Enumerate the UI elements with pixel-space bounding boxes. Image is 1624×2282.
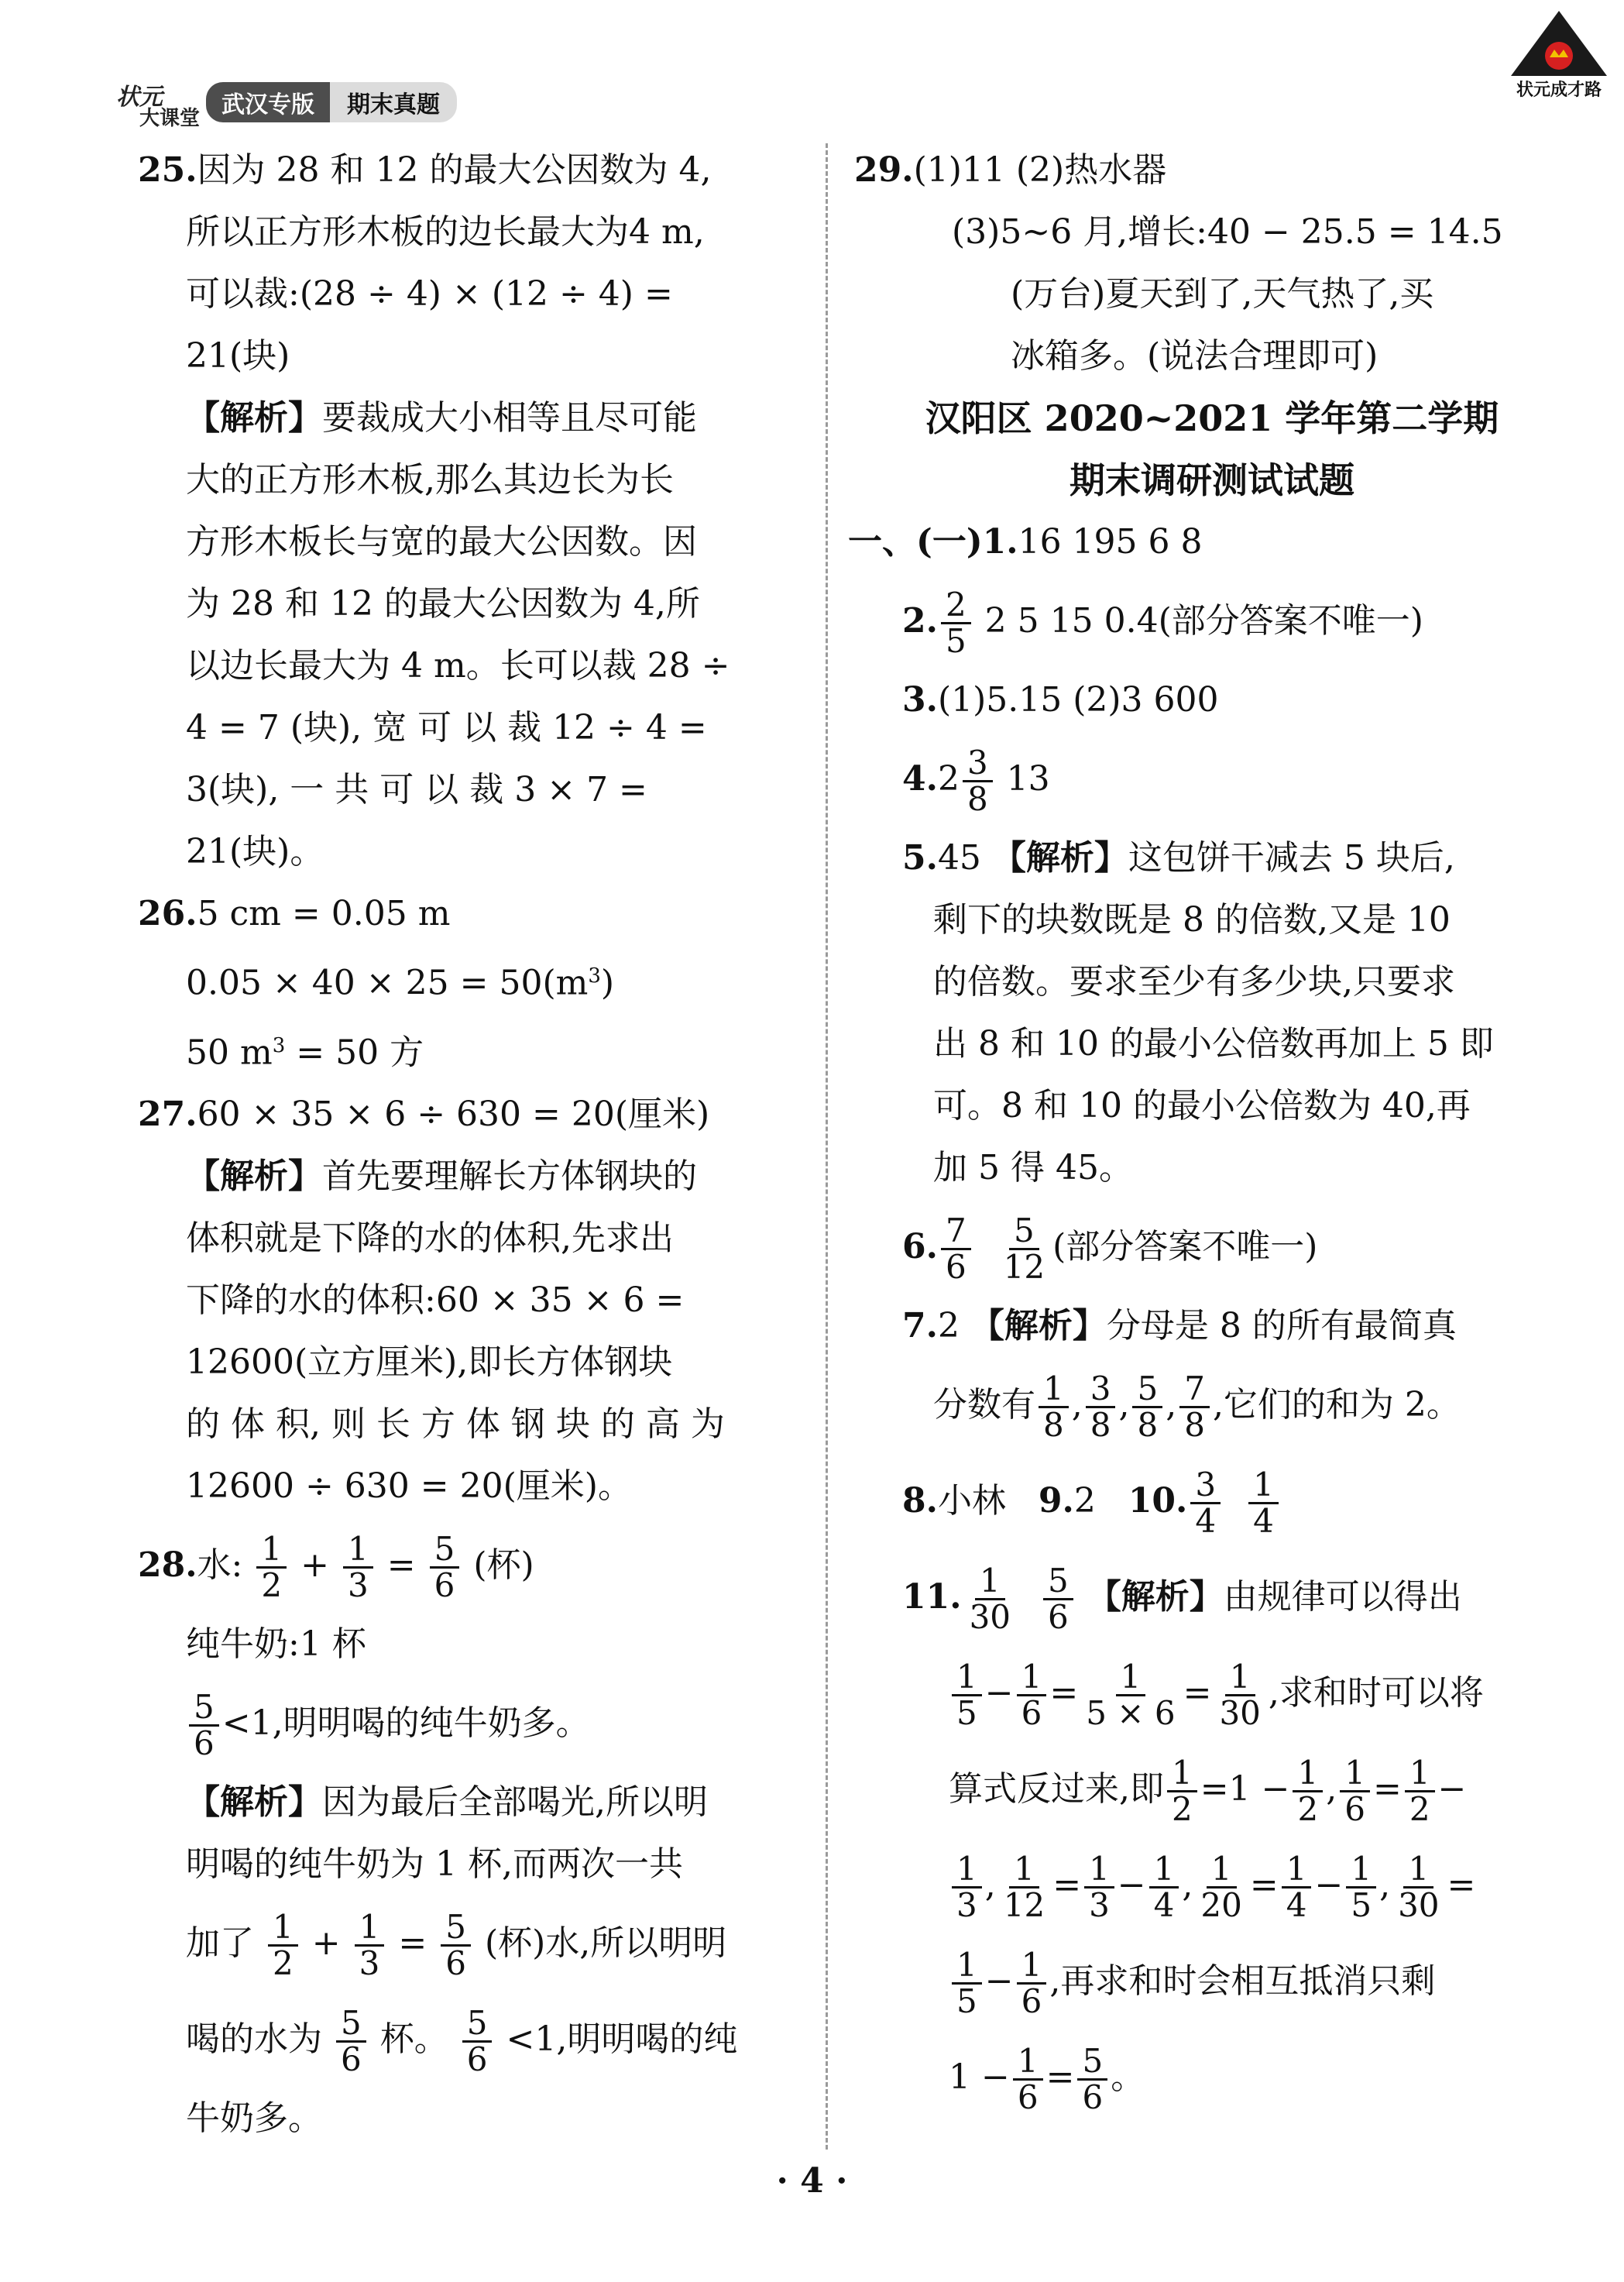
q28-line-2: 纯牛奶:1 杯 xyxy=(186,1624,366,1665)
fraction: $\frac{3}{8}$ xyxy=(1086,1372,1116,1442)
r11-line-3: 算式反过来,即 $\frac{1}{2}$ =1 − $\frac{1}{2}$ , $\frac{1}{6}$ = $\frac{1}{2}$ − xyxy=(949,1753,1467,1828)
page-number: · 4 · xyxy=(776,2161,848,2201)
q28-line-3: $\frac{5}{6}$ <1,明明喝的纯牛奶多。 xyxy=(186,1675,798,1772)
q25-explain-1: 【解析】要裁成大小相等且尽可能 xyxy=(186,398,697,438)
r6-line: 6. $\frac{7}{6}$ $\frac{5}{12}$ (部分答案不唯一) xyxy=(902,1211,1318,1286)
fraction: $\frac{1}{30}$ xyxy=(969,1561,1011,1636)
fraction: $\frac{1}{8}$ xyxy=(1039,1372,1069,1442)
r11-line-6: 1 − $\frac{1}{6}$ = $\frac{5}{6}$ 。 xyxy=(949,2041,1145,2116)
brand-name: 状元 xyxy=(116,84,163,111)
right-column xyxy=(848,139,1522,2126)
q25-line-1: 25.因为 28 和 12 的最大公因数为 4, xyxy=(138,150,712,190)
q28-explain-4: 喝的水为 $\frac{5}{6}$ 杯。 $\frac{5}{6}$ <1,明明喝的纯 xyxy=(186,2004,738,2079)
q29-line-2: (3)5~6 月,增长:40 − 25.5 = 14.5 xyxy=(952,212,1503,252)
fraction: $\frac{2}{5}$ xyxy=(941,588,971,658)
q28-explain-1: 【解析】因为最后全部喝光,所以明 xyxy=(186,1782,708,1823)
q28-line-1: 28.水: $\frac{1}{2}$ + $\frac{1}{3}$ = $\frac{5}{6}$ (杯) xyxy=(138,1530,534,1605)
r11-line-5: $\frac{1}{5}$ − $\frac{1}{6}$ ,再求和时会相互抵消只剩 xyxy=(902,1933,1522,2029)
q25-explain-6: 4 = 7 (块), 宽 可 以 裁 12 ÷ 4 = xyxy=(186,708,707,747)
q27-explain-1: 【解析】首先要理解长方体钢块的 xyxy=(186,1156,697,1197)
fraction: $\frac{7}{6}$ xyxy=(941,1214,971,1284)
fraction: $\frac{1}{3}$ xyxy=(355,1910,385,1981)
q29-line-4: 冰箱多。(说法合理即可) xyxy=(1011,336,1379,376)
r5-line-6: 加 5 得 45。 xyxy=(933,1148,1133,1187)
fraction: $\frac{1}{3}$ xyxy=(343,1532,373,1603)
r7-line-1: 7.2 【解析】分母是 8 的所有最简真 xyxy=(902,1306,1457,1345)
r4-line: 4.2 $\frac{3}{8}$ 13 xyxy=(902,743,1050,818)
q25-line-2: 所以正方形木板的边长最大为4 m, xyxy=(186,212,705,252)
edition-badge: 武汉专版 xyxy=(206,82,330,122)
r5-line-1: 5.45 【解析】这包饼干减去 5 块后, xyxy=(902,838,1455,878)
r2-line: 2. $\frac{2}{5}$ 2 5 15 0.4(部分答案不唯一) xyxy=(902,585,1423,660)
q27-explain-5: 的 体 积, 则 长 方 体 钢 块 的 高 为 xyxy=(186,1404,725,1445)
q27-explain-2: 体积就是下降的水的体积,先求出 xyxy=(186,1218,674,1259)
q29-line-3: (万台)夏天到了,天气热了,买 xyxy=(1011,274,1434,314)
q28-explain-5: 牛奶多。 xyxy=(186,2098,322,2139)
q27-explain-3: 下降的水的体积:60 × 35 × 6 = xyxy=(186,1280,685,1321)
fraction: $\frac{1}{4}$ xyxy=(1248,1468,1279,1538)
fraction: $\frac{5}{12}$ xyxy=(1003,1211,1045,1286)
q25-line-4: 21(块) xyxy=(186,336,290,376)
triangle-logo-icon xyxy=(1505,8,1613,79)
q25-explain-3: 方形木板长与宽的最大公因数。因 xyxy=(186,522,697,562)
fraction: $\frac{5}{6}$ xyxy=(430,1532,460,1603)
q25-explain-5: 以边长最大为 4 m。长可以裁 28 ÷ xyxy=(186,646,730,686)
r1-line: 一、(一)1.16 195 6 8 xyxy=(848,522,1203,562)
header xyxy=(116,74,457,130)
fraction: $\frac{5}{6}$ xyxy=(336,2006,366,2077)
fraction: $\frac{1}{2}$ xyxy=(256,1532,287,1603)
r5-line-2: 剩下的块数既是 8 的倍数,又是 10 xyxy=(933,900,1451,940)
fraction: $\frac{5}{6}$ xyxy=(1043,1564,1073,1634)
corner-logo xyxy=(1505,8,1613,101)
fraction: $\frac{5}{6}$ xyxy=(462,2006,493,2077)
corner-logo-text: 状元成才路 xyxy=(1516,81,1602,100)
brand-sub: 大课堂 xyxy=(139,107,201,130)
fraction: $\frac{5}{6}$ xyxy=(441,1910,471,1981)
r5-line-3: 的倍数。要求至少有多少块,只要求 xyxy=(933,962,1455,1002)
section-title-2: 期末调研测试试题 xyxy=(1070,459,1354,501)
q28-explain-3: 加了 $\frac{1}{2}$ + $\frac{1}{3}$ = $\frac{5}{6}$ (杯)水,所以明明 xyxy=(186,1908,727,1983)
q26-line-2: $0.05 \times 40 \times 25 = 50(m^3)$ xyxy=(186,963,615,1003)
fraction: $\frac{3}{4}$ xyxy=(1190,1468,1221,1538)
q27-explain-6: 12600 ÷ 630 = 20(厘米)。 xyxy=(186,1466,632,1507)
r11-line-1: 11. $\frac{1}{30}$ $\frac{5}{6}$ 【解析】由规律可以得出 xyxy=(902,1561,1462,1636)
q27-line-1: 27.60 × 35 × 6 ÷ 630 = 20(厘米) xyxy=(138,1095,710,1135)
fraction: $\frac{7}{8}$ xyxy=(1179,1372,1210,1442)
fraction: $\frac{1}{2}$ xyxy=(268,1910,298,1981)
type-badge: 期末真题 xyxy=(330,82,457,122)
q26-line-1: 26.5 cm = 0.05 m xyxy=(138,894,451,933)
r3-line: 3.(1)5.15 (2)3 600 xyxy=(902,680,1219,720)
q25-line-3: 可以裁:(28 ÷ 4) × (12 ÷ 4) = xyxy=(186,274,673,314)
q25-explain-2: 大的正方形木板,那么其边长为长 xyxy=(186,460,674,500)
q28-explain-2: 明喝的纯牛奶为 1 杯,而两次一共 xyxy=(186,1844,683,1885)
section-title-1: 汉阳区 2020~2021 学年第二学期 xyxy=(925,397,1499,439)
fraction: $\frac{5}{8}$ xyxy=(1132,1372,1162,1442)
fraction: $\frac{5}{6}$ xyxy=(189,1690,219,1761)
q25-explain-7: 3(块), 一 共 可 以 裁 3 × 7 = xyxy=(186,770,647,809)
column-divider xyxy=(826,143,828,2150)
r11-line-2: $\frac{1}{5}$ − $\frac{1}{6}$ = $\frac{1}{5 \times 6}$ = $\frac{1}{30}$ ,求和时可以将 xyxy=(902,1645,1522,1741)
left-column xyxy=(138,139,798,2150)
q27-explain-4: 12600(立方厘米),即长方体钢块 xyxy=(186,1342,673,1383)
r7-line-2: 分数有 $\frac{1}{8}$ , $\frac{3}{8}$ , $\frac{5}{8}$ , $\frac{7}{8}$ ,它们的和为 2。 xyxy=(933,1369,1461,1444)
r11-line-4: $\frac{1}{3}$ , $\frac{1}{12}$ = $\frac{1}{3}$ − $\frac{1}{4}$ , $\frac{1}{20}$ = $\frac{1}{4}$ − $\frac{1}{5}$ , $\frac{1}{30}$ = xyxy=(902,1837,1522,1933)
fraction: $\frac{3}{8}$ xyxy=(963,746,993,816)
r8-line: 8.小林 9.2 10. $\frac{3}{4}$ $\frac{1}{4}$ xyxy=(902,1453,1522,1549)
q25-explain-4: 为 28 和 12 的最大公因数为 4,所 xyxy=(186,584,700,624)
q25-explain-8: 21(块)。 xyxy=(186,832,324,871)
r5-line-5: 可。8 和 10 的最小公倍数为 40,再 xyxy=(933,1086,1471,1126)
r5-line-4: 出 8 和 10 的最小公倍数再加上 5 即 xyxy=(933,1024,1494,1064)
brand-logo xyxy=(116,74,201,130)
q29-line-1: 29.(1)11 (2)热水器 xyxy=(854,150,1167,190)
q26-line-3: 50 $m^3 = 50$ 方 xyxy=(186,1033,424,1073)
